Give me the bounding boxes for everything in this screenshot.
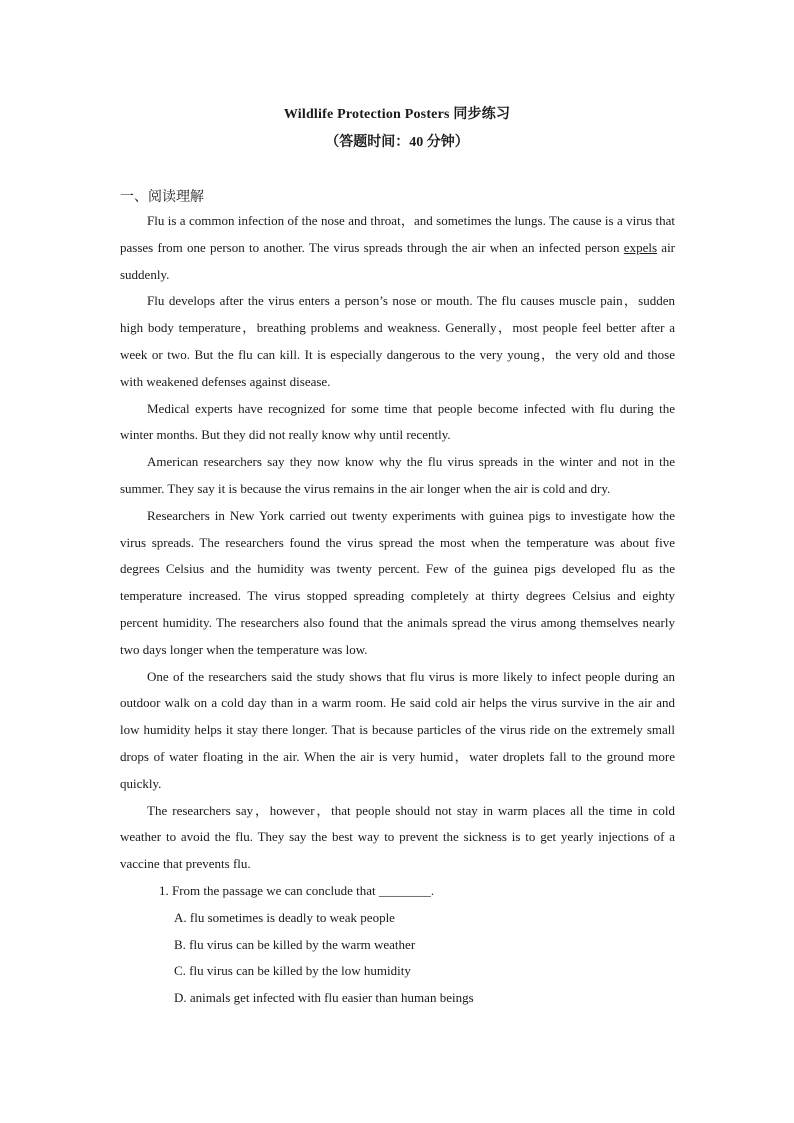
paragraph-4: American researchers say they now know why the flu virus spreads in the winter and not in the summer. They say it is because the virus remains in the air longer when the air is cold and dry. <box>120 454 675 496</box>
paragraph-7: The researchers say，however，that people should not stay in warm places all the time in cold weather to avoid the flu. They say the best way to prevent the sickness is to get yearly injections of a vaccine that prevents flu. <box>120 802 675 872</box>
paragraph-1-end: air suddenly. <box>120 239 676 282</box>
section-heading: 一、阅读理解 <box>120 190 204 205</box>
document-title: Wildlife Protection Posters 同步练习 <box>283 107 511 122</box>
paragraph-1-text: Flu is a common infection of the nose and throat，and sometimes the lungs. The cause is a virus that passes from one person to another. The virus spreads through the air when an infected person <box>120 213 675 255</box>
underlined-word: expels <box>623 239 658 255</box>
document-subtitle: （答题时间：40 分钟） <box>325 135 469 150</box>
paragraph-6: One of the researchers said the study shows that flu virus is more likely to infect people during an outdoor walk on a cold day than in a warm room. He said cold air helps the virus survive in the air and low humidity helps it stay there longer. That is because particles of the virus ride on the extremely small drops of water floating in the air. When the air is very humid，water droplets fall to the ground more quickly. <box>120 668 675 791</box>
paragraph-1 <box>120 208 675 288</box>
paragraph-2: Flu develops after the virus enters a person’s nose or mouth. The flu causes muscle pain，sudden high body temperature，breathing problems and weakness. Generally，most people feel better after a week or two. But the flu can kill. It is especially dangerous to the very young，the very old and those with weakened defenses against disease. <box>120 293 675 389</box>
question-1-stem: 1. From the passage we can conclude that ________. <box>159 882 435 898</box>
question-1-option-b: B. flu virus can be killed by the warm weather <box>174 936 416 952</box>
question-1-option-d: D. animals get infected with flu easier than human beings <box>174 990 474 1006</box>
question-1-option-c: C. flu virus can be killed by the low humidity <box>174 963 411 979</box>
reading-passage <box>120 208 675 1012</box>
paragraph-5: Researchers in New York carried out twenty experiments with guinea pigs to investigate how the virus spreads. The researchers found the virus spread the most when the temperature was about five degrees Celsius and the humidity was twenty percent. Few of the guinea pigs developed flu as the temperature increased. The virus stopped spreading completely at thirty degrees Celsius and eighty percent humidity. The researchers also found that the animals spread the virus among themselves nearly two days longer when the temperature was low. <box>120 507 675 657</box>
paragraph-3: Medical experts have recognized for some time that people become infected with flu during the winter months. But they did not really know why until recently. <box>120 400 675 443</box>
question-1-option-a: A. flu sometimes is deadly to weak people <box>174 909 395 925</box>
